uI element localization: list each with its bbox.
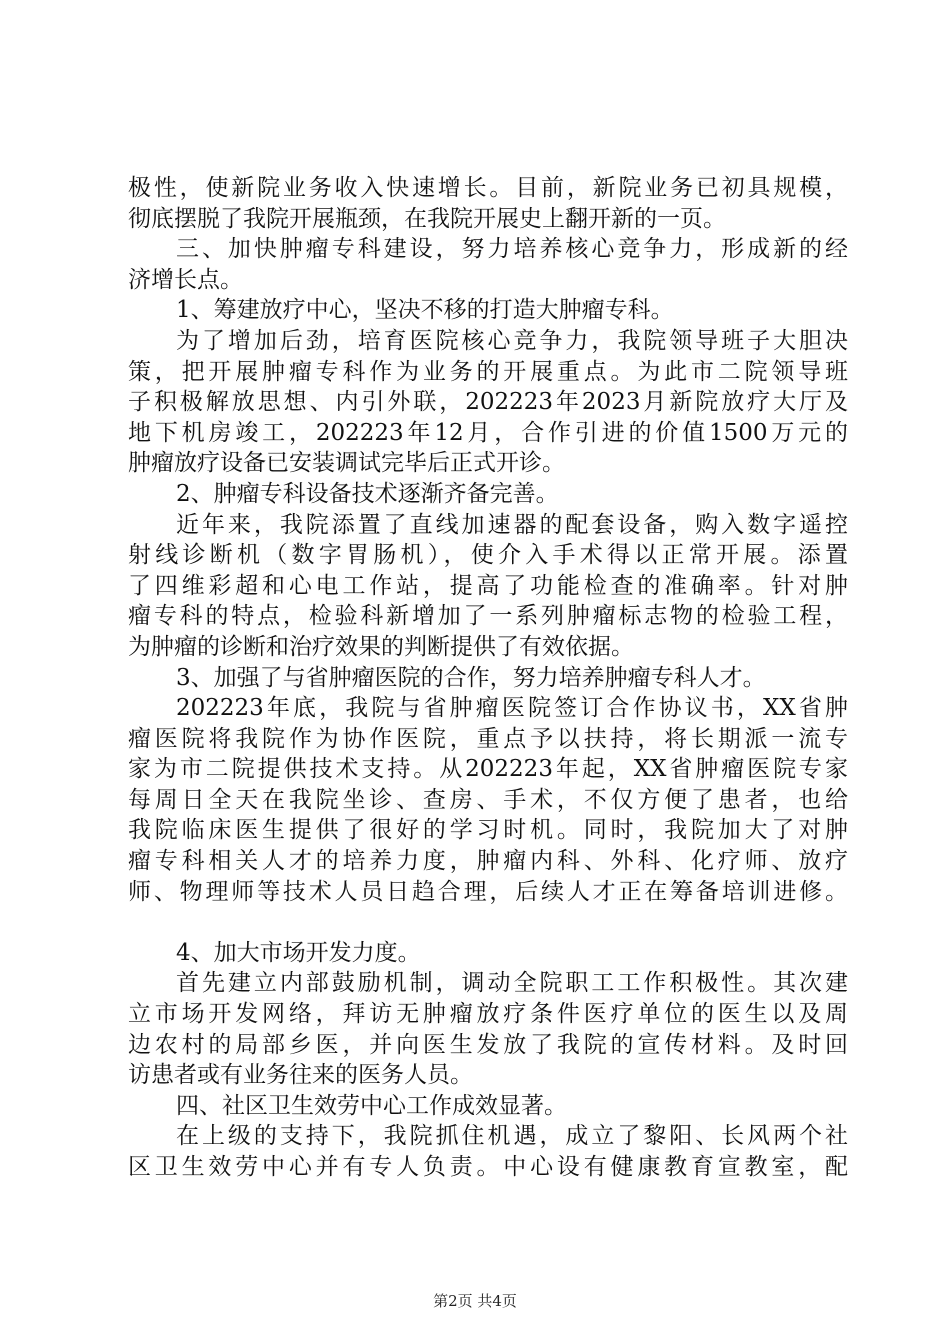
- text-line: 近年来，我院添置了直线加速器的配套设备，购入数字遥控: [176, 511, 848, 538]
- text-line: 在上级的支持下，我院抓住机遇，成立了黎阳、长风两个社: [176, 1123, 848, 1150]
- text-line: 肿瘤放疗设备已安装调试完毕后正式开诊。: [128, 450, 565, 477]
- text-line: 为肿瘤的诊断和治疗效果的判断提供了有效依据。: [128, 633, 634, 660]
- text-line: 区卫生效劳中心并有专人负责。中心设有健康教育宣教室，配: [128, 1154, 848, 1180]
- text-line: 四、社区卫生效劳中心工作成效显著。: [176, 1092, 567, 1119]
- text-line: 了四维彩超和心电工作站，提高了功能检查的准确率。针对肿: [128, 572, 848, 599]
- text-line: 为了增加后劲，培育医院核心竞争力，我院领导班子大胆决: [176, 327, 848, 354]
- text-line: 瘤专科的特点，检验科新增加了一系列肿瘤标志物的检验工程，: [128, 603, 848, 630]
- text-line: 我院临床医生提供了很好的学习时机。同时，我院加大了对肿: [128, 817, 848, 844]
- text-line: 济增长点。: [128, 266, 243, 293]
- text-line: 访患者或有业务往来的医务人员。: [128, 1062, 473, 1089]
- text-line: 三、加快肿瘤专科建设，努力培养核心竞争力，形成新的经: [176, 236, 848, 263]
- text-line: 家为市二院提供技术支持。从202223年起，XX省肿瘤医院专家: [128, 756, 848, 783]
- text-line: 立市场开发网络，拜访无肿瘤放疗条件医疗单位的医生以及周: [128, 1001, 848, 1028]
- text-line: 边农村的局部乡医，并向医生发放了我院的宣传材料。及时回: [128, 1031, 848, 1058]
- text-line: 策，把开展肿瘤专科作为业务的开展重点。为此市二院领导班: [128, 358, 848, 385]
- text-line: 极性，使新院业务收入快速增长。目前，新院业务已初具规模，: [128, 175, 848, 201]
- text-line: 瘤医院将我院作为协作医院，重点予以扶持，将长期派一流专: [128, 725, 848, 752]
- page-footer: 第2页 共4页: [433, 1292, 517, 1310]
- text-line: 202223年底，我院与省肿瘤医院签订合作协议书，XX省肿: [176, 695, 848, 722]
- text-line: 彻底摆脱了我院开展瓶颈，在我院开展史上翻开新的一页。: [128, 205, 726, 232]
- text-line: 师、物理师等技术人员日趋合理，后续人才正在筹备培训进修。: [128, 878, 848, 905]
- document-body: [128, 173, 848, 1183]
- text-line: 子积极解放思想、内引外联，202223年2023月新院放疗大厅及: [128, 389, 848, 416]
- text-line: 瘤专科相关人才的培养力度，肿瘤内科、外科、化疗师、放疗: [128, 848, 848, 875]
- text-line: 每周日全天在我院坐诊、查房、手术，不仅方便了患者，也给: [128, 786, 848, 813]
- blank-line: [128, 907, 848, 938]
- text-line: 3、加强了与省肿瘤医院的合作，努力培养肿瘤专科人才。: [176, 664, 766, 691]
- text-line: 地下机房竣工，202223年12月，合作引进的价值1500万元的: [128, 419, 848, 446]
- text-line: 1、筹建放疗中心，坚决不移的打造大肿瘤专科。: [176, 297, 674, 324]
- text-line: 首先建立内部鼓励机制，调动全院职工工作积极性。其次建: [176, 970, 848, 997]
- text-line: 射线诊断机（数字胃肠机），使介入手术得以正常开展。添置: [128, 542, 848, 569]
- text-line: 4、加大市场开发力度。: [176, 939, 421, 966]
- text-line: 2、肿瘤专科设备技术逐渐齐备完善。: [176, 480, 559, 507]
